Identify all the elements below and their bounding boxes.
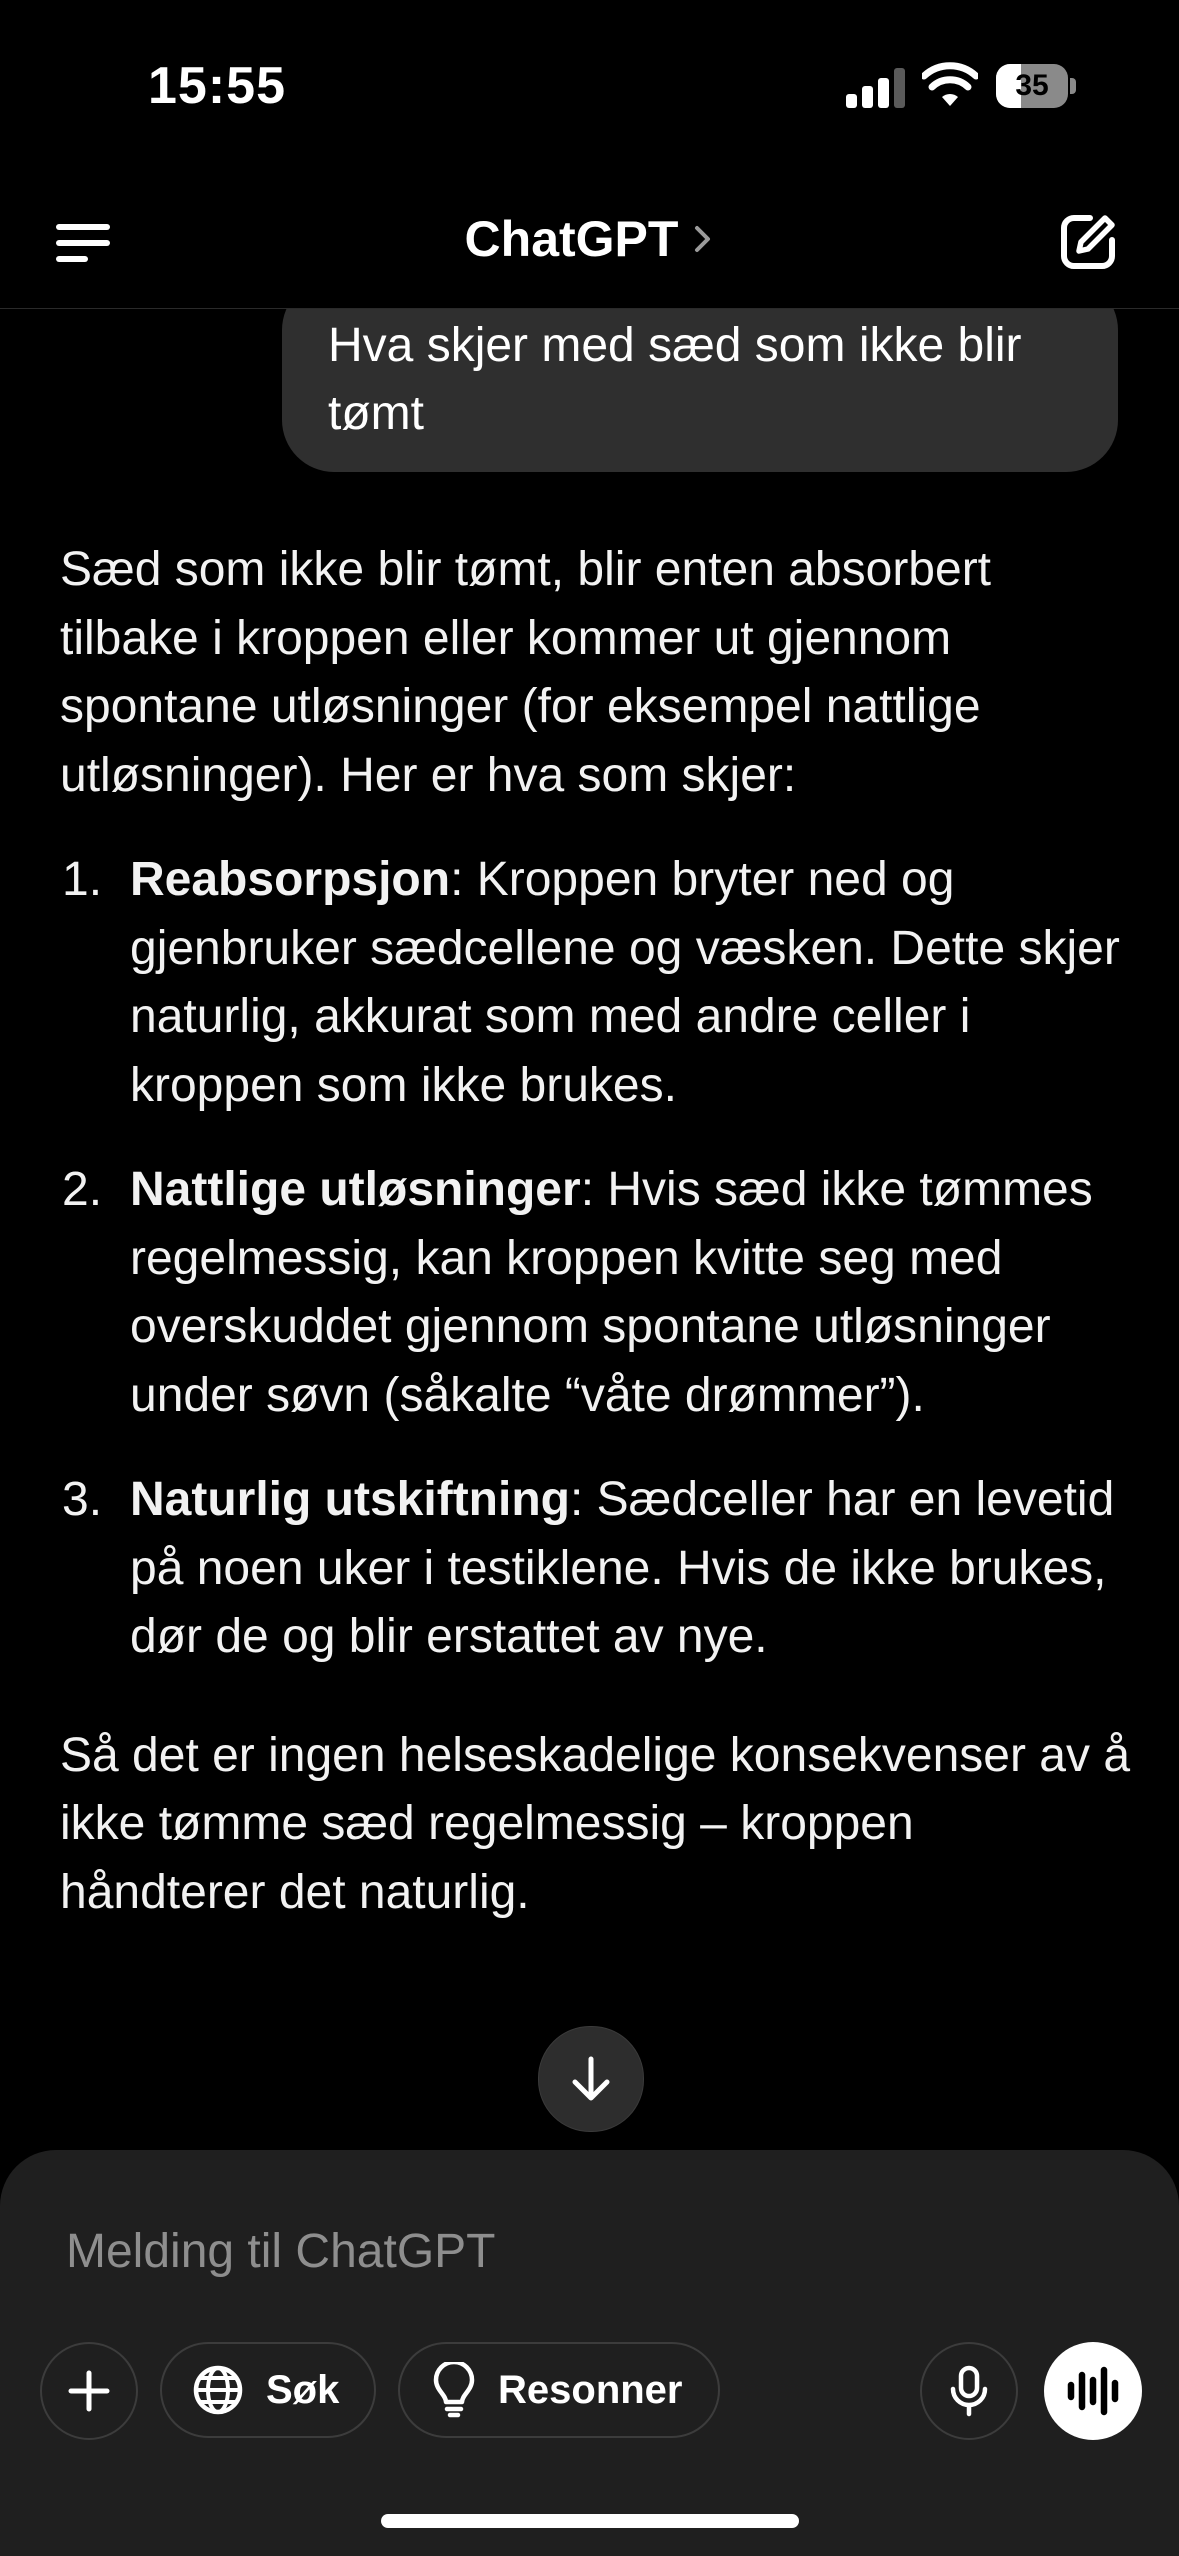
message-composer <box>0 2150 1179 2556</box>
model-selector[interactable] <box>0 170 1179 308</box>
list-item: 1. Reabsorpsjon: Kroppen bryter ned og gjenbruker sædcellene og væsken. Dette skjer naturlig, akkurat som med andre celler i kroppen som ikke brukes. <box>62 853 1120 1112</box>
lightbulb-icon <box>432 2362 476 2418</box>
status-time: 15:55 <box>148 57 286 115</box>
assistant-message <box>60 536 1130 1927</box>
list-item: 3. Naturlig utskiftning: Sædceller har en levetid på noen uker i testiklene. Hvis de ikke brukes, dør de og blir erstattet av nye. <box>62 1473 1115 1663</box>
battery-percent: 35 <box>1015 69 1049 102</box>
user-message: Hva skjer med sæd som ikke blir tømt <box>282 308 1118 472</box>
assistant-closing: Så det er ingen helseskadelige konsekvenser av å ikke tømme sæd regelmessig – kroppen håndterer det naturlig. <box>60 1728 1131 1919</box>
voice-waveform-icon <box>1065 2366 1121 2416</box>
chevron-right-icon <box>692 224 714 254</box>
home-indicator[interactable] <box>381 2514 799 2528</box>
chat-thread[interactable] <box>0 308 1179 2163</box>
new-chat-icon[interactable] <box>1058 212 1118 272</box>
list-item: 2. Nattlige utløsninger: Hvis sæd ikke tømmes regelmessig, kan kroppen kvitte seg med overskuddet gjennom spontane utløsninger under søvn (såkalte “våte drømmer”). <box>62 1163 1093 1422</box>
reason-button[interactable] <box>398 2342 720 2438</box>
battery-icon <box>996 64 1076 108</box>
app-header <box>0 170 1179 309</box>
voice-mode-button[interactable] <box>1044 2342 1142 2440</box>
reason-label: Resonner <box>498 2367 683 2412</box>
arrow-down-icon <box>568 2054 614 2104</box>
status-bar <box>0 0 1179 170</box>
page-title: ChatGPT <box>464 211 679 267</box>
message-input[interactable] <box>64 2210 968 2292</box>
assistant-list <box>60 846 1130 1672</box>
add-attachment-button[interactable] <box>40 2342 138 2440</box>
wifi-icon <box>922 62 978 108</box>
plus-icon <box>67 2369 111 2413</box>
assistant-intro: Sæd som ikke blir tømt, blir enten absorbert tilbake i kroppen eller kommer ut gjennom spontane utløsninger (for eksempel nattlige utløsninger). Her er hva som skjer: <box>60 543 992 802</box>
search-label: Søk <box>266 2367 340 2412</box>
globe-icon <box>192 2364 244 2416</box>
microphone-button[interactable] <box>920 2342 1018 2440</box>
scroll-to-bottom-button[interactable] <box>538 2026 644 2132</box>
search-button[interactable] <box>160 2342 376 2438</box>
microphone-icon <box>949 2365 989 2417</box>
cellular-signal-icon <box>846 68 906 108</box>
